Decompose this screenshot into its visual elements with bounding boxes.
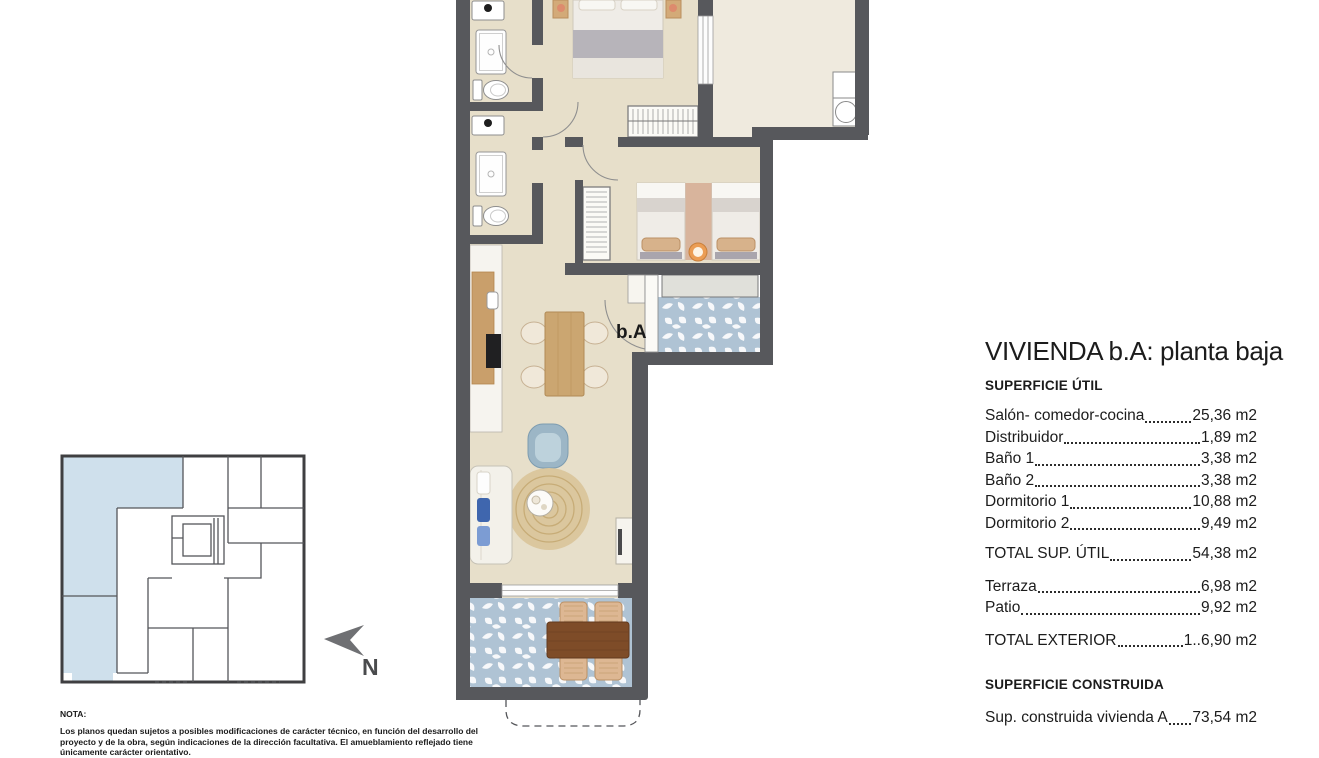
kitchen-sink bbox=[487, 292, 498, 309]
area-row-label: Terraza bbox=[985, 577, 1037, 595]
bathroom-2 bbox=[472, 116, 509, 226]
area-row bbox=[985, 579, 1257, 596]
terrace-tiles bbox=[658, 297, 760, 352]
superficie-util-heading: SUPERFICIE ÚTIL bbox=[985, 378, 1103, 393]
nota-body: Los planos quedan sujetos a posibles modificaciones de carácter técnico, en función del desarrollo del proyecto y de la obra, según indicaciones de la dirección facultativa. El amueblamiento reflejado tiene únicamente carácter orientativo. bbox=[60, 725, 479, 758]
terrace-bench bbox=[662, 275, 758, 297]
dining-table bbox=[545, 312, 584, 396]
area-row-value: 9,92 m2 bbox=[1200, 599, 1257, 616]
superficie-construida-heading: SUPERFICIE CONSTRUIDA bbox=[985, 677, 1164, 692]
area-row-label: Dormitorio 2 bbox=[985, 514, 1070, 532]
outdoor-table bbox=[547, 622, 629, 658]
sink-faucet-icon bbox=[484, 4, 492, 12]
nota-block bbox=[60, 709, 484, 758]
sofa bbox=[470, 466, 512, 564]
dotted-leader bbox=[1070, 507, 1191, 509]
shower-tray bbox=[476, 152, 506, 196]
single-bed bbox=[712, 183, 760, 260]
area-row-label: Baño 2 bbox=[985, 471, 1035, 489]
dotted-leader bbox=[1118, 645, 1183, 647]
north-label: N bbox=[362, 654, 379, 680]
tv bbox=[618, 529, 622, 555]
total-util-value: 54,38 m2 bbox=[1192, 545, 1257, 562]
area-row-label: Salón- comedor-cocina bbox=[985, 407, 1145, 424]
highlighted-unit bbox=[62, 456, 183, 673]
area-row-value: 6,98 m2 bbox=[1200, 577, 1257, 595]
shower-tray bbox=[476, 30, 506, 74]
unit-label: b.A bbox=[616, 322, 647, 343]
cooktop bbox=[486, 334, 501, 368]
area-row-value: 1,89 m2 bbox=[1200, 428, 1257, 446]
patio-window bbox=[698, 16, 713, 84]
dotted-leader bbox=[1110, 559, 1191, 561]
dotted-leader bbox=[1035, 464, 1200, 466]
area-row-value: 9,49 m2 bbox=[1200, 514, 1257, 532]
construida-label: Sup. construida vivienda A bbox=[985, 709, 1168, 726]
toilet bbox=[484, 207, 509, 226]
toilet bbox=[484, 81, 509, 100]
dotted-leader bbox=[1064, 442, 1200, 444]
north-arrow-icon bbox=[324, 625, 364, 656]
sink-faucet-icon bbox=[484, 119, 492, 127]
total-util-row bbox=[985, 546, 1257, 563]
nota-heading: NOTA: bbox=[60, 709, 87, 719]
kitchen-counter bbox=[470, 245, 502, 432]
closet bbox=[583, 187, 610, 260]
coffee-table bbox=[527, 490, 553, 516]
dotted-leader bbox=[1021, 613, 1200, 615]
single-bed bbox=[637, 183, 685, 260]
dotted-leader bbox=[1070, 528, 1200, 530]
area-row-value: 10,88 m2 bbox=[1192, 493, 1257, 510]
area-row bbox=[985, 516, 1257, 533]
dormitorio-2 bbox=[583, 183, 760, 261]
wardrobe bbox=[628, 106, 698, 137]
porch-dashed-outline bbox=[506, 700, 640, 726]
bathroom-1 bbox=[472, 1, 509, 100]
area-row-label: Patio bbox=[985, 599, 1021, 616]
area-row bbox=[985, 408, 1257, 425]
area-row-label: Dormitorio 1 bbox=[985, 493, 1070, 510]
area-row bbox=[985, 494, 1257, 511]
area-row bbox=[985, 600, 1257, 617]
total-exterior-row bbox=[985, 633, 1257, 650]
dotted-leader bbox=[1169, 723, 1192, 725]
area-row-label: Distribuidor bbox=[985, 428, 1064, 446]
entry-door-leaf bbox=[645, 275, 658, 352]
page-title: VIVIENDA b.A: planta baja bbox=[985, 336, 1283, 366]
key-plan bbox=[52, 448, 392, 708]
entry-pier bbox=[628, 275, 645, 303]
area-row bbox=[985, 451, 1257, 468]
area-row-value: 3,38 m2 bbox=[1200, 471, 1257, 489]
total-exterior-value: 1..6,90 m2 bbox=[1183, 631, 1257, 649]
construida-row bbox=[985, 710, 1257, 727]
total-exterior-label: TOTAL EXTERIOR bbox=[985, 631, 1117, 649]
dotted-leader bbox=[1035, 485, 1200, 487]
main-floor-plan bbox=[450, 0, 880, 756]
area-row bbox=[985, 473, 1257, 490]
area-row-label: Baño 1 bbox=[985, 450, 1035, 467]
area-row-value: 25,36 m2 bbox=[1192, 407, 1257, 424]
area-row bbox=[985, 430, 1257, 447]
surface-area-panel bbox=[985, 336, 1283, 732]
dotted-leader bbox=[1145, 421, 1191, 423]
dotted-leader bbox=[1038, 591, 1200, 593]
construida-value: 73,54 m2 bbox=[1192, 709, 1257, 726]
area-row-value: 3,38 m2 bbox=[1200, 450, 1257, 467]
total-util-label: TOTAL SUP. ÚTIL bbox=[985, 545, 1110, 562]
